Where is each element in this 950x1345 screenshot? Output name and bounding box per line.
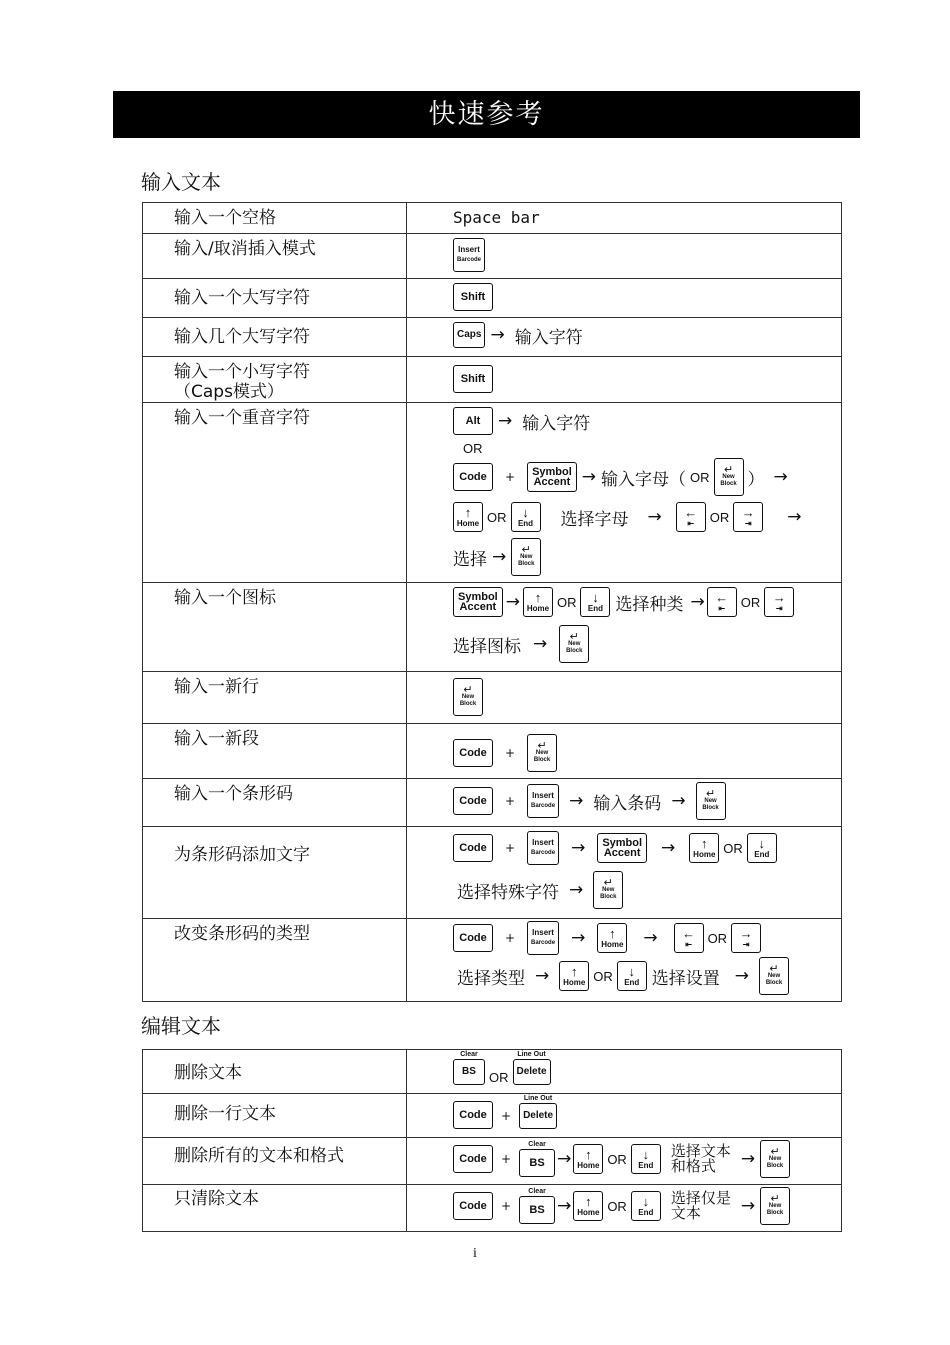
bs-clear-key: Clear BS — [519, 1188, 555, 1224]
code-key: Code — [453, 924, 493, 952]
space-bar-text: Space bar — [453, 208, 540, 227]
row-label: 为条形码添加文字 — [143, 827, 407, 919]
section-heading-edit: 编辑文本 — [141, 1014, 221, 1038]
end-key: ↓ End — [747, 833, 777, 863]
row-label: 输入一个大写字符 — [143, 279, 407, 318]
code-key: Code — [453, 834, 493, 862]
new-block-key: ↵ New Block — [453, 678, 483, 716]
new-block-key: ↵ New Block — [527, 734, 557, 772]
tab-right-key: → ⇥ — [764, 587, 794, 617]
end-key: ↓ End — [617, 961, 647, 991]
insert-barcode-key: Insert Barcode — [527, 784, 559, 818]
table-row: 删除所有的文本和格式 Code + Clear BS → ↑ Home OR ↓ End 选择文本 和格式 → ↵ New Block — [143, 1138, 842, 1185]
bs-clear-key: Clear BS — [453, 1051, 485, 1085]
end-key: ↓ End — [631, 1144, 661, 1174]
code-key: Code — [453, 787, 493, 815]
tab-left-key: ← ⇤ — [674, 923, 704, 953]
table-row — [143, 318, 842, 357]
home-key: ↑ Home — [573, 1191, 603, 1221]
delete-lineout-key: Line Out Delete — [513, 1051, 551, 1085]
table-row: 为条形码添加文字 Code + Insert Barcode → Symbol Accent → ↑ Home OR ↓ End 选择特殊字符 → ↵ New Block — [143, 827, 842, 919]
shift-key: Shift — [453, 365, 493, 393]
row-label: 输入一个图标 — [143, 583, 407, 672]
end-key: ↓ End — [511, 502, 541, 532]
row-label: 删除一行文本 — [143, 1094, 407, 1138]
tab-left-key: ← ⇤ — [707, 587, 737, 617]
code-key: Code — [453, 1101, 493, 1129]
table-row — [143, 357, 842, 403]
row-label: 输入一个空格 — [143, 203, 407, 234]
table-row: 改变条形码的类型 Code + Insert Barcode → ↑ Home → ← ⇤ OR → ⇥ 选择类型 → ↑ Home OR ↓ End 选择设置 → ↵ New Block — [143, 919, 842, 1002]
new-block-key: ↵ New Block — [759, 957, 789, 995]
row-label: 删除文本 — [143, 1050, 407, 1094]
shift-key: Shift — [453, 283, 493, 311]
input-reference-table — [142, 202, 842, 1002]
table-row: 输入一新段 Code + ↵ New Block — [143, 724, 842, 779]
new-block-key: ↵ New Block — [714, 458, 744, 496]
alt-key: Alt — [453, 407, 493, 435]
new-block-key: ↵ New Block — [696, 782, 726, 820]
new-block-key: ↵ New Block — [559, 625, 589, 663]
tab-left-key: ← ⇤ — [676, 502, 706, 532]
page-number: i — [473, 1246, 477, 1261]
section-heading-input: 输入文本 — [141, 170, 221, 194]
new-block-key: ↵ New Block — [760, 1140, 790, 1178]
row-label: 输入一个小写字符 （Caps模式） — [143, 357, 407, 403]
new-block-key: ↵ New Block — [760, 1187, 790, 1225]
tab-right-key: → ⇥ — [733, 502, 763, 532]
row-label: 只清除文本 — [143, 1185, 407, 1232]
row-label: 删除所有的文本和格式 — [143, 1138, 407, 1185]
step-text: 输入字符 — [514, 327, 583, 348]
row-label: 输入一个重音字符 — [143, 403, 407, 583]
home-key: ↑ Home — [559, 961, 589, 991]
code-key: Code — [453, 1192, 493, 1220]
row-label: 输入一个条形码 — [143, 779, 407, 827]
tab-right-key: → ⇥ — [731, 923, 761, 953]
caps-key: Caps — [453, 322, 485, 348]
home-key: ↑ Home — [523, 587, 553, 617]
code-key: Code — [453, 463, 493, 491]
symbol-accent-key: Symbol Accent — [597, 833, 647, 863]
home-key: ↑ Home — [573, 1144, 603, 1174]
end-key: ↓ End — [580, 587, 610, 617]
page-title: 快速参考 — [113, 91, 860, 138]
table-row: 输入一个重音字符 Alt → 输入字符 OR Code + Symbol Accent → 输入字母（ OR ↵ New Block ） → ↑ Home OR ↓ End 选择字母 → ← ⇤ OR → ⇥ → 选择 → ↵ New Block — [143, 403, 842, 583]
new-block-key: ↵ New Block — [511, 538, 541, 576]
table-row — [143, 279, 842, 318]
table-row — [143, 234, 842, 279]
home-key: ↑ Home — [597, 923, 627, 953]
code-key: Code — [453, 739, 493, 767]
new-block-key: ↵ New Block — [593, 871, 623, 909]
insert-barcode-key: Insert Barcode — [453, 238, 485, 272]
bs-clear-key: Clear BS — [519, 1141, 555, 1177]
code-key: Code — [453, 1145, 493, 1173]
home-key: ↑ Home — [453, 502, 483, 532]
table-row: 删除文本 Clear BS OR Line Out Delete — [143, 1050, 842, 1094]
symbol-accent-key: Symbol Accent — [453, 587, 503, 617]
delete-lineout-key: Line Out Delete — [519, 1095, 557, 1129]
insert-barcode-key: Insert Barcode — [527, 831, 559, 865]
row-label: 改变条形码的类型 — [143, 919, 407, 1002]
row-label: 输入/取消插入模式 — [143, 234, 407, 279]
home-key: ↑ Home — [689, 833, 719, 863]
table-row: 删除一行文本 Code + Line Out Delete — [143, 1094, 842, 1138]
row-label: 输入几个大写字符 — [143, 318, 407, 357]
row-label: 输入一新行 — [143, 672, 407, 724]
table-row: 输入一个图标 Symbol Accent → ↑ Home OR ↓ End 选择种类 → ← ⇤ OR → ⇥ 选择图标 → ↵ New Block — [143, 583, 842, 672]
arrow: → — [490, 325, 505, 345]
edit-reference-table — [142, 1049, 842, 1232]
table-row — [143, 203, 842, 234]
end-key: ↓ End — [631, 1191, 661, 1221]
table-row: 只清除文本 Code + Clear BS → ↑ Home OR ↓ End 选择仅是 文本 → ↵ New Block — [143, 1185, 842, 1232]
insert-barcode-key: Insert Barcode — [527, 921, 559, 955]
row-label: 输入一新段 — [143, 724, 407, 779]
table-row — [143, 672, 842, 724]
symbol-accent-key: Symbol Accent — [527, 462, 577, 492]
table-row: 输入一个条形码 Code + Insert Barcode → 输入条码 → ↵ New Block — [143, 779, 842, 827]
